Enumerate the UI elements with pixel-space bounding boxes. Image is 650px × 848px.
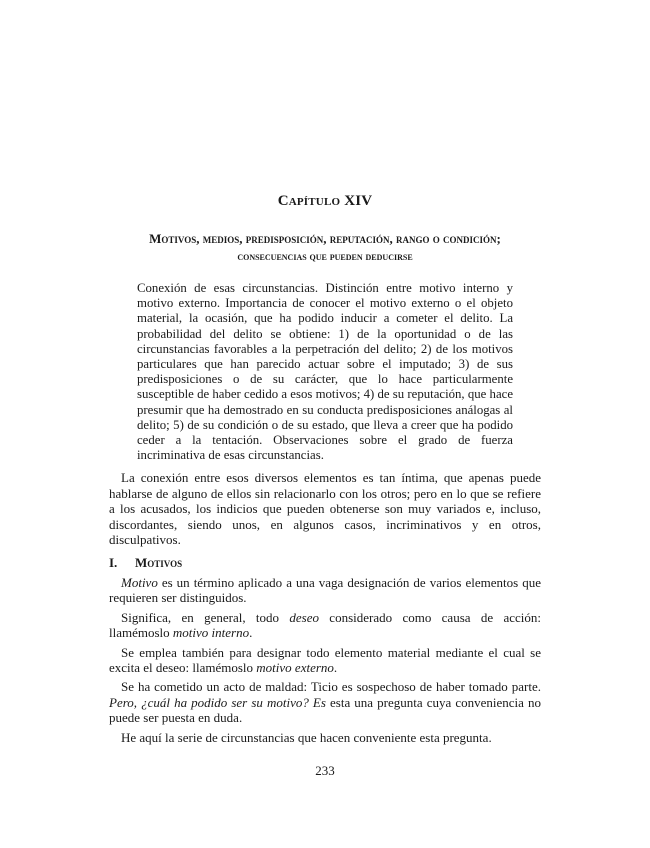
chapter-summary: Conexión de esas circunstancias. Distinción entre motivo interno y motivo externo. Importancia de conocer el motivo externo o el objeto material, la ocasión, que ha podido inducir a cometer el delito. La probabilidad del delito se obtiene: 1) de la oportunidad o de las circunstancias favorables a la perpetración del delito; 2) de los motivos particulares que han parecido actuar sobre el imputado; 3) de sus predisposiciones o de su carácter, que lo hace particularmente susceptible de haber cedido a esos motivos; 4) de su reputación, que hace presumir que ha demostrado en su conducta predisposiciones análogas al delito; 5) de su condición o de su estado, que lleva a creer que ha podido ceder a la tentación. Observaciones sobre el grado de fuerza incriminativa de esas circunstancias. — [137, 281, 513, 463]
paragraph-2 — [109, 610, 541, 641]
paragraph-2-emphasis-2: motivo interno — [172, 625, 250, 641]
paragraph-4-text-b: esta una pregunta cuya conveniencia no puede ser puesta en duda. — [109, 694, 541, 726]
page-number: 233 — [315, 763, 335, 778]
intro-paragraph: La conexión entre esos diversos elementos es tan íntima, que apenas puede hablarse de alguno de ellos sin relacionarlo con los otros; pero en lo que se refiere a los acusados, los indicios que pueden obtenerse son muy variados e, incluso, discordantes, siendo unos, en algunos casos, incriminativos y en otros, disculpativos. — [109, 470, 541, 548]
paragraph-3-emphasis: motivo externo — [256, 660, 334, 676]
paragraph-2-text-c: . — [249, 625, 253, 641]
paragraph-3 — [109, 645, 541, 676]
chapter-subtitle-line-1: Motivos, medios, predisposición, reputación, rango o condición; — [149, 231, 501, 246]
paragraph-1 — [109, 575, 541, 606]
section-number: I. — [109, 555, 118, 570]
paragraph-2-emphasis-1: deseo — [289, 609, 319, 625]
section-heading — [109, 555, 541, 571]
paragraph-3-text-a: Se emplea también para designar todo elemento material mediante el cual se excita el deseo: llamémoslo — [109, 644, 541, 676]
paragraph-4-emphasis: Pero, ¿cuál ha podido ser su motivo? Es — [109, 694, 326, 710]
paragraph-4 — [109, 679, 541, 725]
chapter-subtitle-line-2: consecuencias que pueden deducirse — [237, 251, 413, 263]
paragraph-5: He aquí la serie de circunstancias que hacen conveniente esta pregunta. — [121, 729, 492, 745]
paragraph-2-text-b: considerado como causa de acción: llamémoslo — [109, 609, 541, 641]
chapter-subtitle — [110, 230, 540, 266]
chapter-title: Capítulo XIV — [277, 193, 373, 209]
paragraph-3-text-b: . — [333, 660, 338, 676]
section-body — [109, 575, 541, 749]
paragraph-1-text: es un término aplicado a una vaga designación de varios elementos que requieren ser distinguidos. — [109, 575, 541, 606]
paragraph-4-text-a: Se ha cometido un acto de maldad: Ticio es sospechoso de haber tomado parte. — [121, 679, 541, 695]
section-title: Motivos — [135, 555, 183, 570]
paragraph-2-text-a: Significa, en general, todo — [121, 609, 290, 625]
paragraph-1-emphasis: Motivo — [121, 575, 158, 590]
